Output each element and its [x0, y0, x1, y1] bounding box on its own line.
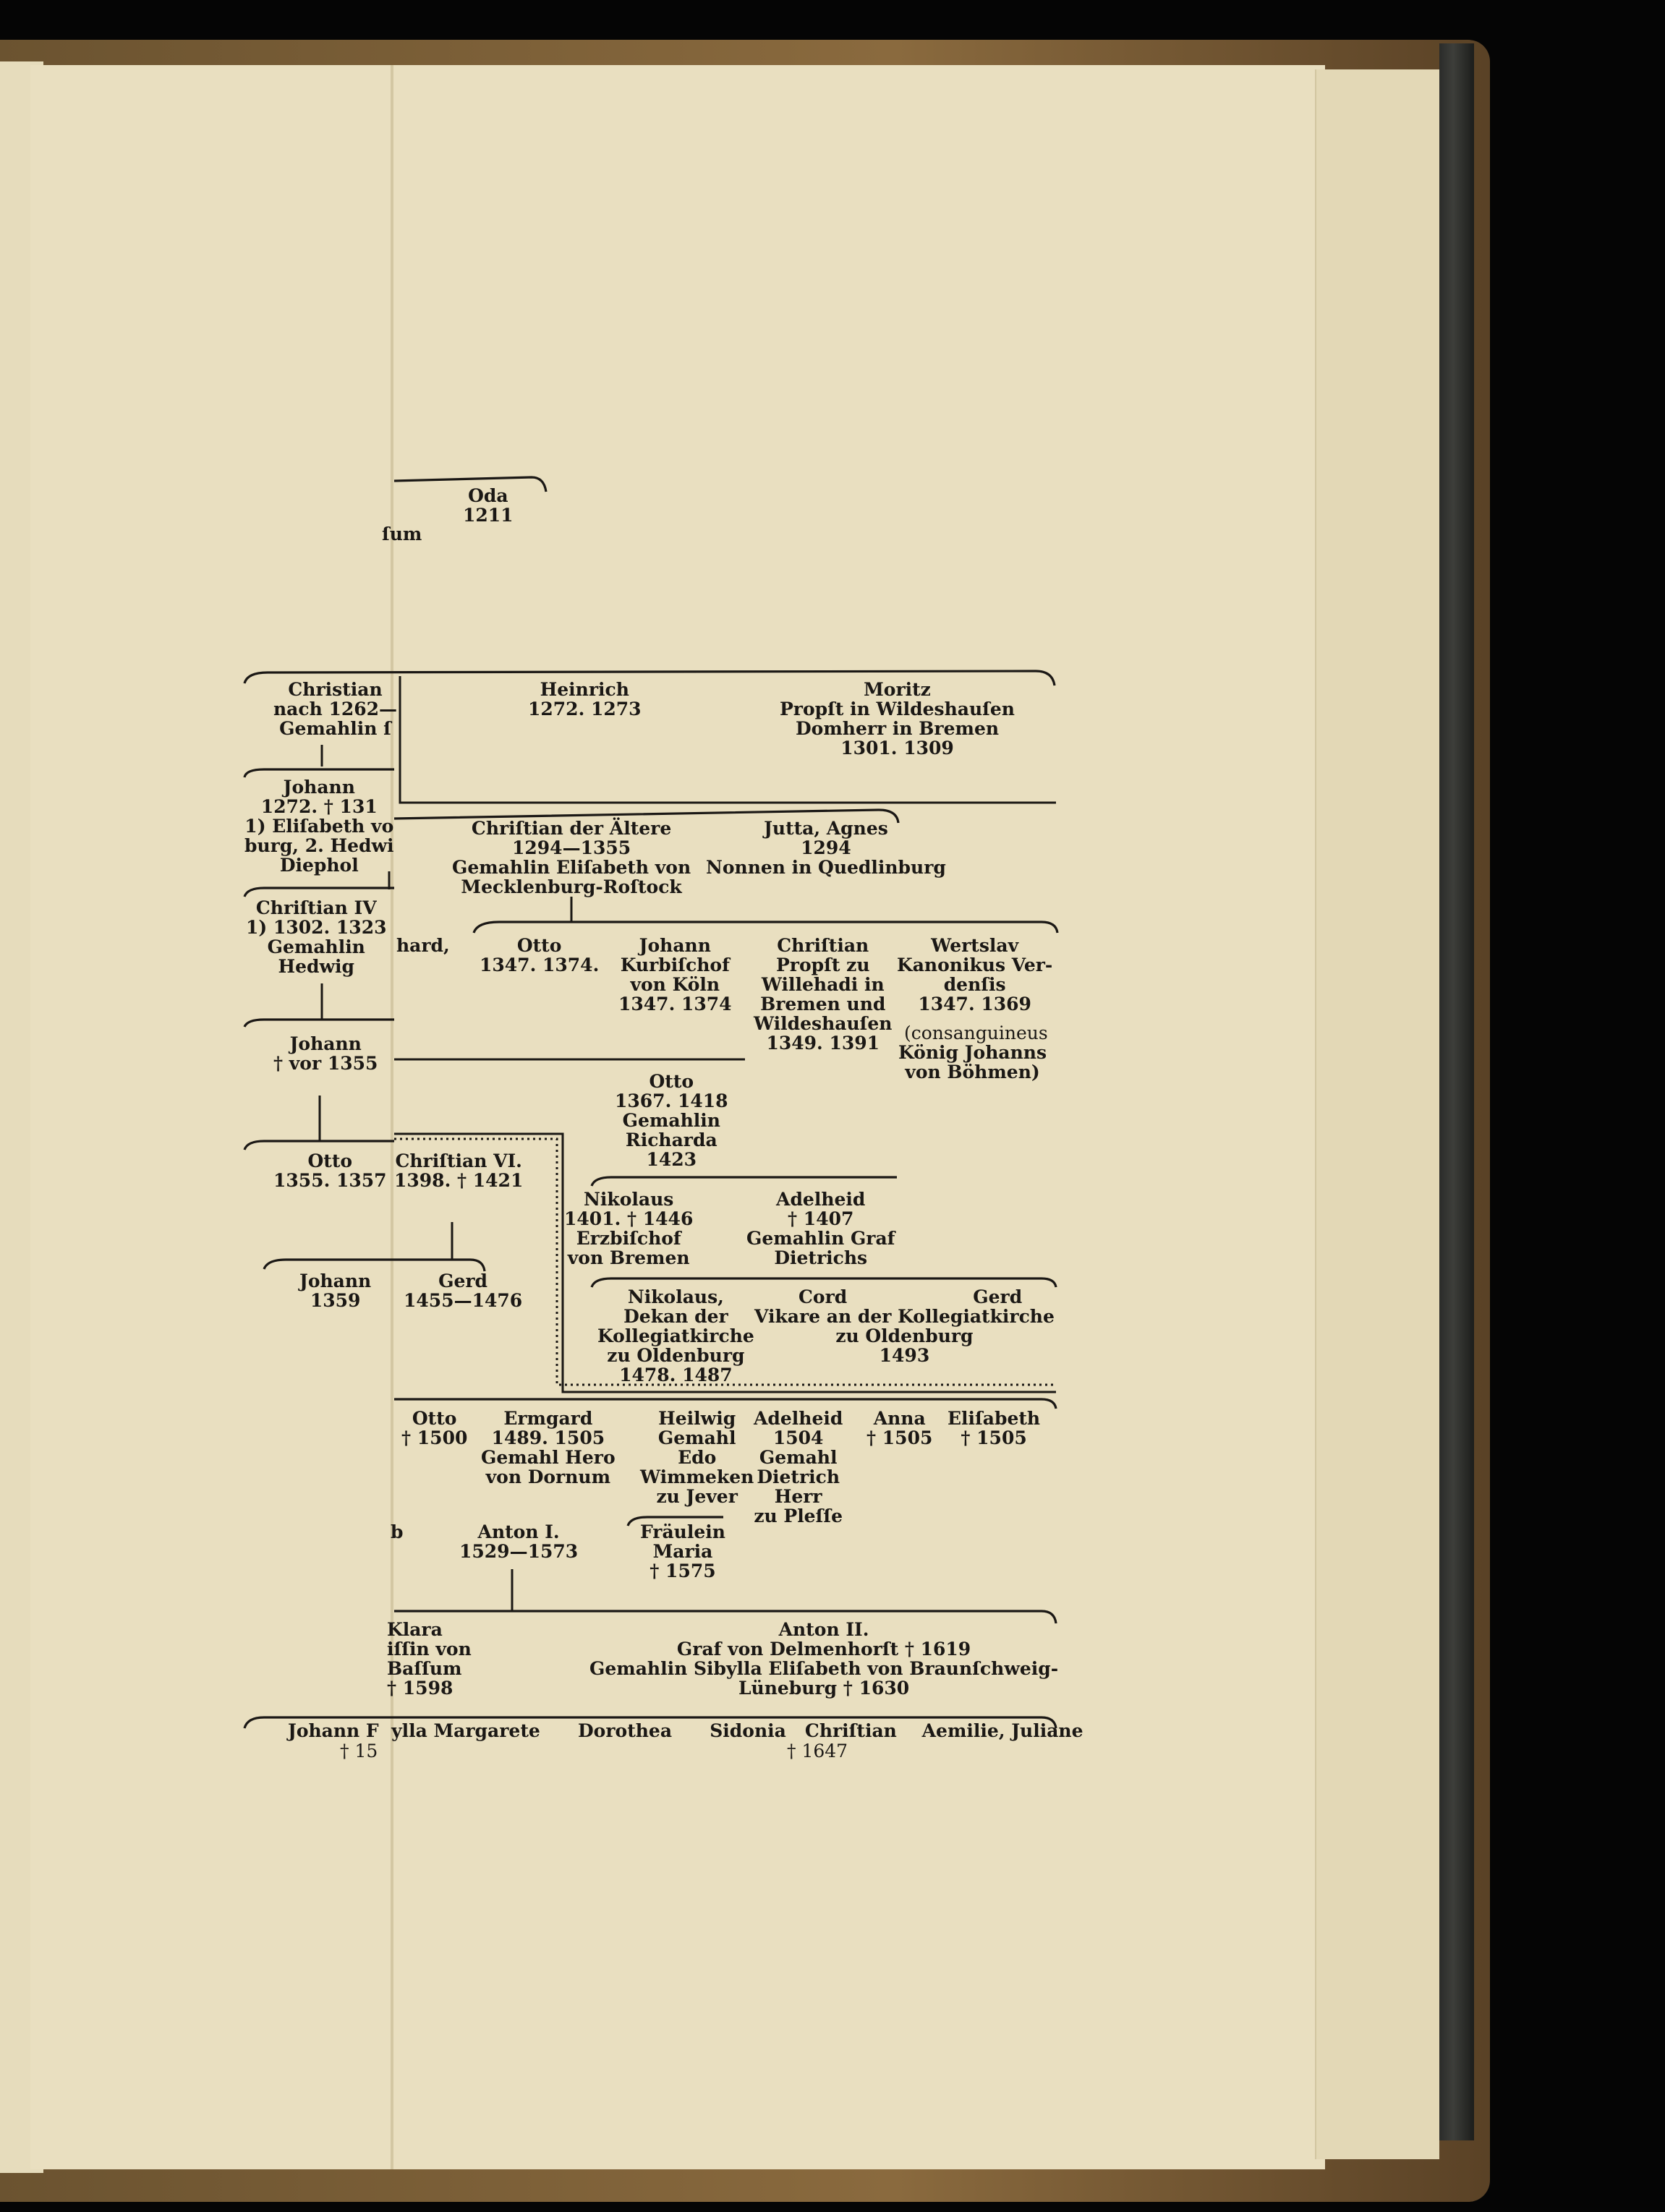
- entry-christian-propst: Chriſtian Propſt zu Willehadi in Bremen und Wildeshauſen 1349. 1391: [754, 935, 893, 1054]
- entry-bottom-date-2: † 1647: [787, 1741, 848, 1762]
- entry-fraeulein-maria: Fräulein Maria † 1575: [640, 1521, 725, 1581]
- entry-otto-1500: Otto † 1500: [401, 1408, 468, 1448]
- entry-christian-aeltere: Chriſtian der Ältere 1294—1355 Gemahlin Eliſabeth von Mecklenburg-Roſtock: [452, 818, 691, 897]
- entry-moritz: Moritz Propſt in Wildeshauſen Domherr in Bremen 1301. 1309: [780, 679, 1015, 759]
- entry-wertslav-note: (consanguineus: [904, 1022, 1048, 1043]
- entry-johann-kurbischof: Johann Kurbiſchof von Köln 1347. 1374: [618, 935, 732, 1015]
- brace-otto-generation: [474, 922, 1057, 933]
- entry-christian-vi: Chriſtian VI. 1398. † 1421: [394, 1150, 524, 1191]
- entry-adelheid-1407: Adelheid † 1407 Gemahlin Graf Dietrichs: [746, 1189, 895, 1268]
- brace-johann-1359: [264, 1260, 485, 1271]
- brace-nikolaus: [592, 1177, 897, 1186]
- entry-adelheid-1504: Adelheid 1504 Gemahl Dietrich Herr zu Pleſſe: [754, 1408, 843, 1526]
- entry-wertslav: Wertslav Kanonikus Ver- denſis 1347. 1369: [897, 935, 1053, 1015]
- entry-anton-ii: Anton II. Graf von Delmenhorſt † 1619 Gemahlin Sibylla Eliſabeth von Braunſchweig- Lüneburg † 1630: [589, 1619, 1059, 1699]
- entry-anna: Anna † 1505: [866, 1408, 933, 1448]
- fragment-hard: hard,: [396, 935, 450, 956]
- entry-christian-iv: Chriſtian IV 1) 1302. 1323 Gemahlin Hedwig: [246, 897, 387, 977]
- fragment-sum: ſum: [382, 524, 422, 545]
- brace-johann-vor-1355: [244, 1020, 394, 1027]
- entry-otto-1347: Otto 1347. 1374.: [480, 935, 600, 975]
- entry-otto-1355: Otto 1355. 1357: [273, 1150, 387, 1191]
- entry-vikare: Vikare an der Kollegiatkirche zu Oldenburg 1493: [754, 1306, 1055, 1366]
- entry-ermgard: Ermgard 1489. 1505 Gemahl Hero von Dornum: [481, 1408, 616, 1487]
- entry-christian-left: Christian nach 1262— Gemahlin ſ: [273, 679, 398, 739]
- entry-bottom-date-1: † 15: [340, 1741, 378, 1762]
- entry-heinrich: Heinrich 1272. 1273: [528, 679, 642, 719]
- entry-johann-vor-1355: Johann † vor 1355: [273, 1033, 378, 1074]
- entry-klara: Klara iſſin von Baſſum † 1598: [387, 1619, 472, 1699]
- entry-oda: Oda 1211: [463, 485, 514, 526]
- entry-bottom-row: Johann F ylla Margarete Dorothea Sidonia Chriſtian Aemilie, Juliane: [288, 1720, 1083, 1741]
- entry-otto-1367: Otto 1367. 1418 Gemahlin Richarda 1423: [615, 1071, 728, 1170]
- entry-johann-1272: Johann 1272. † 131 1) Eliſabeth vo burg, 2. Hedwi Diephol: [244, 777, 394, 876]
- entry-heilwig: Heilwig Gemahl Edo Wimmeken zu Jever: [640, 1408, 754, 1507]
- entry-cord-gerd: Cord Gerd: [799, 1286, 1023, 1307]
- entry-gerd-1455: Gerd 1455—1476: [404, 1271, 523, 1311]
- fragment-b: b: [391, 1521, 404, 1542]
- brace-otto-1355: [244, 1141, 394, 1150]
- entry-nikolaus-dekan: Nikolaus, Dekan der Kollegiatkirche zu Oldenburg 1478. 1487: [597, 1286, 754, 1385]
- brace-christian-iv: [244, 888, 394, 897]
- entry-elisabeth-1505: Eliſabeth † 1505: [948, 1408, 1041, 1448]
- entry-nikolaus-1401: Nikolaus 1401. † 1446 Erzbiſchof von Bremen: [564, 1189, 694, 1268]
- entry-wertslav-note-2: König Johanns von Böhmen): [898, 1042, 1047, 1082]
- entry-jutta-agnes: Jutta, Agnes 1294 Nonnen in Quedlinburg: [706, 818, 946, 878]
- entry-johann-1359: Johann 1359: [299, 1271, 372, 1311]
- entry-anton-i: Anton I. 1529—1573: [459, 1521, 579, 1562]
